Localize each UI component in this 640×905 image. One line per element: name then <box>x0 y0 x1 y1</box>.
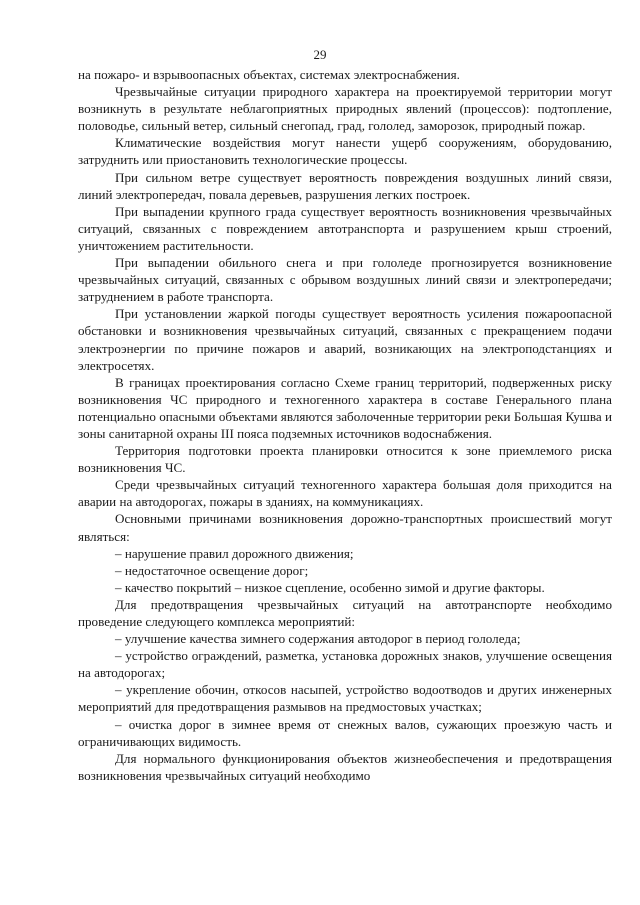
page-number: 29 <box>313 47 327 62</box>
paragraph: Территория подготовки проекта планировки относится к зоне приемлемого риска возникновения ЧС. <box>78 443 612 476</box>
paragraph: Среди чрезвычайных ситуаций техногенного характера большая доля приходится на аварии на автодорогах, пожары в зданиях, на коммуникациях. <box>78 477 612 510</box>
paragraph: – недостаточное освещение дорог; <box>115 562 309 578</box>
paragraph: Для нормального функционирования объектов жизнеобеспечения и предотвращения возникновения чрезвычайных ситуаций необходимо <box>78 750 612 783</box>
paragraph: При сильном ветре существует вероятность повреждения воздушных линий связи, линий электропередач, повала деревьев, разрушения легких построек. <box>78 169 612 202</box>
paragraph: – укрепление обочин, откосов насыпей, устройство водоотводов и других инженерных мероприятий для предотвращения размывов на предмостовых участках; <box>78 682 612 715</box>
paragraph: – качество покрытий – низкое сцепление, особенно зимой и другие факторы. <box>115 579 545 595</box>
paragraph: Чрезвычайные ситуации природного характера на проектируемой территории могут возникнуть в результате неблагоприятных природных явлений (процессов): подтопление, половодье, сильный ветер, сильный снегопад, град, гололед, заморозок, природный пожар. <box>78 84 612 134</box>
paragraph: на пожаро- и взрывоопасных объектах, системах электроснабжения. <box>78 67 460 82</box>
paragraph: Основными причинами возникновения дорожно-транспортных происшествий могут являться: <box>78 511 612 544</box>
paragraph: При выпадении обильного снега и при гололеде прогнозируется возникновение чрезвычайных ситуаций, связанных с обрывом воздушных линий связи и электропередачи; затруднением в работе транспорта. <box>78 255 612 305</box>
paragraph: – очистка дорог в зимнее время от снежных валов, сужающих проезжую часть и ограничивающих видимость. <box>78 716 612 749</box>
paragraph: Климатические воздействия могут нанести ущерб сооружениям, оборудованию, затруднить или приостановить технологические процессы. <box>78 135 612 168</box>
document-body <box>78 66 612 784</box>
paragraph: В границах проектирования согласно Схеме границ территорий, подверженных риску возникновения ЧС природного и техногенного характера в составе Генерального плана потенциально опасными объектами являются заболоченные территории реки Большая Кушва и зоны санитарной охраны III пояса подземных источников водоснабжения. <box>78 374 612 441</box>
paragraph: – нарушение правил дорожного движения; <box>115 545 354 561</box>
paragraph: При установлении жаркой погоды существует вероятность усиления пожароопасной обстановки и возникновения чрезвычайных ситуаций, связанных с прекращением подачи электроэнергии по причине пожаров и аварий, возникающих на электроподстанциях и электросетях. <box>78 306 612 373</box>
paragraph: – устройство ограждений, разметка, установка дорожных знаков, улучшение освещения на автодорогах; <box>78 648 612 681</box>
paragraph: Для предотвращения чрезвычайных ситуаций на автотранспорте необходимо проведение следующего комплекса мероприятий: <box>78 596 612 629</box>
paragraph: При выпадении крупного града существует вероятность возникновения чрезвычайных ситуаций, связанных с повреждением автотранспорта и разрушением крыш строений, уничтожением растительности. <box>78 203 612 253</box>
paragraph: – улучшение качества зимнего содержания автодорог в период гололеда; <box>115 631 521 647</box>
